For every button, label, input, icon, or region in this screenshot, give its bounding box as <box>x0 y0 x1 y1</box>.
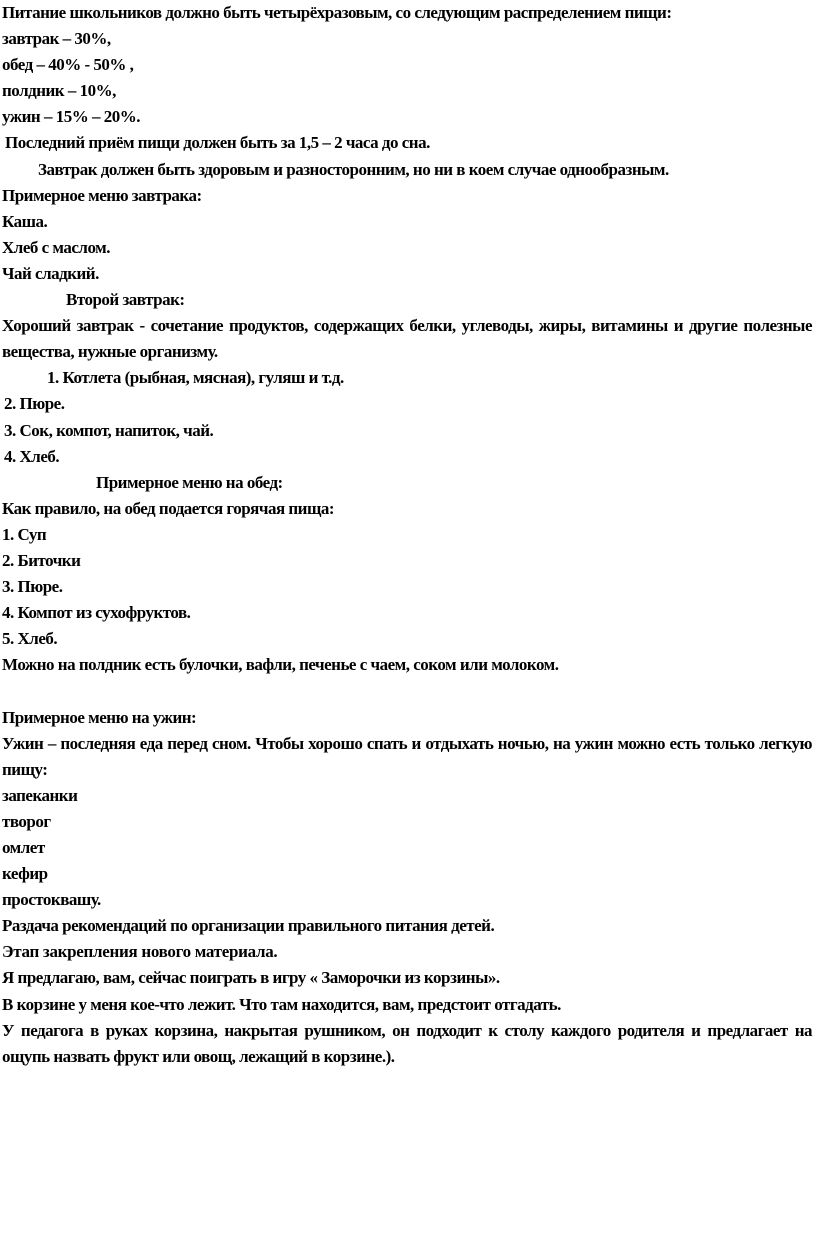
breakfast-share: завтрак – 30%, <box>2 29 111 49</box>
last-meal-note: Последний приём пищи должен быть за 1,5 – 2 часа до сна. <box>5 133 430 153</box>
list-item: кефир <box>2 864 48 884</box>
list-item: омлет <box>2 838 45 857</box>
stage-heading: Этап закрепления нового материала. <box>2 942 278 962</box>
list-item: 3. Сок, компот, напиток, чай. <box>4 420 214 440</box>
list-item: творог <box>2 811 51 831</box>
list-item: Чай сладкий. <box>2 263 99 283</box>
second-breakfast-paragraph: Хороший завтрак - сочетание продуктов, содержащих белки, углеводы, жиры, витамины и другие полезные вещества, нужные организму. <box>2 316 812 362</box>
list-item: 1. Суп <box>2 524 47 544</box>
list-item: 4. Компот из сухофруктов. <box>2 603 191 623</box>
dinner-menu-title: Примерное меню на ужин: <box>2 707 197 727</box>
list-item: 1. Котлета (рыбная, мясная), гуляш и т.д. <box>47 368 344 388</box>
basket-line: В корзине у меня кое-что лежит. Что там находится, вам, предстоит отгадать. <box>2 994 561 1014</box>
list-item: 5. Хлеб. <box>2 629 58 649</box>
list-item: запеканки <box>2 785 78 805</box>
lunch-share: обед – 40% - 50% , <box>2 55 134 75</box>
breakfast-paragraph: Завтрак должен быть здоровым и разносторонним, но ни в коем случае однообразным. <box>38 159 669 179</box>
lunch-menu-title: Примерное меню на обед: <box>96 472 283 492</box>
intro-paragraph: Питание школьников должно быть четырёхразовым, со следующим распределением пищи: <box>2 3 672 22</box>
list-item: Каша. <box>2 211 48 231</box>
list-item: 2. Пюре. <box>4 394 65 414</box>
second-breakfast-title: Второй завтрак: <box>66 290 185 310</box>
snack-share: полдник – 10%, <box>2 81 116 101</box>
handout-note: Раздача рекомендаций по организации правильного питания детей. <box>2 916 495 936</box>
list-item: Хлеб с маслом. <box>2 237 110 257</box>
lunch-intro: Как правило, на обед подается горячая пища: <box>2 498 334 518</box>
list-item: 2. Биточки <box>2 550 81 570</box>
list-item: 3. Пюре. <box>2 577 63 597</box>
dinner-share: ужин – 15% – 20%. <box>2 107 140 127</box>
game-invite: Я предлагаю, вам, сейчас поиграть в игру « Заморочки из корзины». <box>2 968 500 988</box>
snack-note: Можно на полдник есть булочки, вафли, печенье с чаем, соком или молоком. <box>2 655 559 675</box>
teacher-paragraph: У педагога в руках корзина, накрытая рушником, он подходит к столу каждого родителя и предлагает на ощупь назвать фрукт или овощ, лежащий в корзине.). <box>2 1020 812 1066</box>
list-item: простоквашу. <box>2 890 101 910</box>
list-item: 4. Хлеб. <box>4 446 60 466</box>
blank-line <box>2 678 812 704</box>
dinner-paragraph: Ужин – последняя еда перед сном. Чтобы хорошо спать и отдыхать ночью, на ужин можно есть только легкую пищу: <box>2 733 812 779</box>
breakfast-menu-title: Примерное меню завтрака: <box>2 185 202 205</box>
